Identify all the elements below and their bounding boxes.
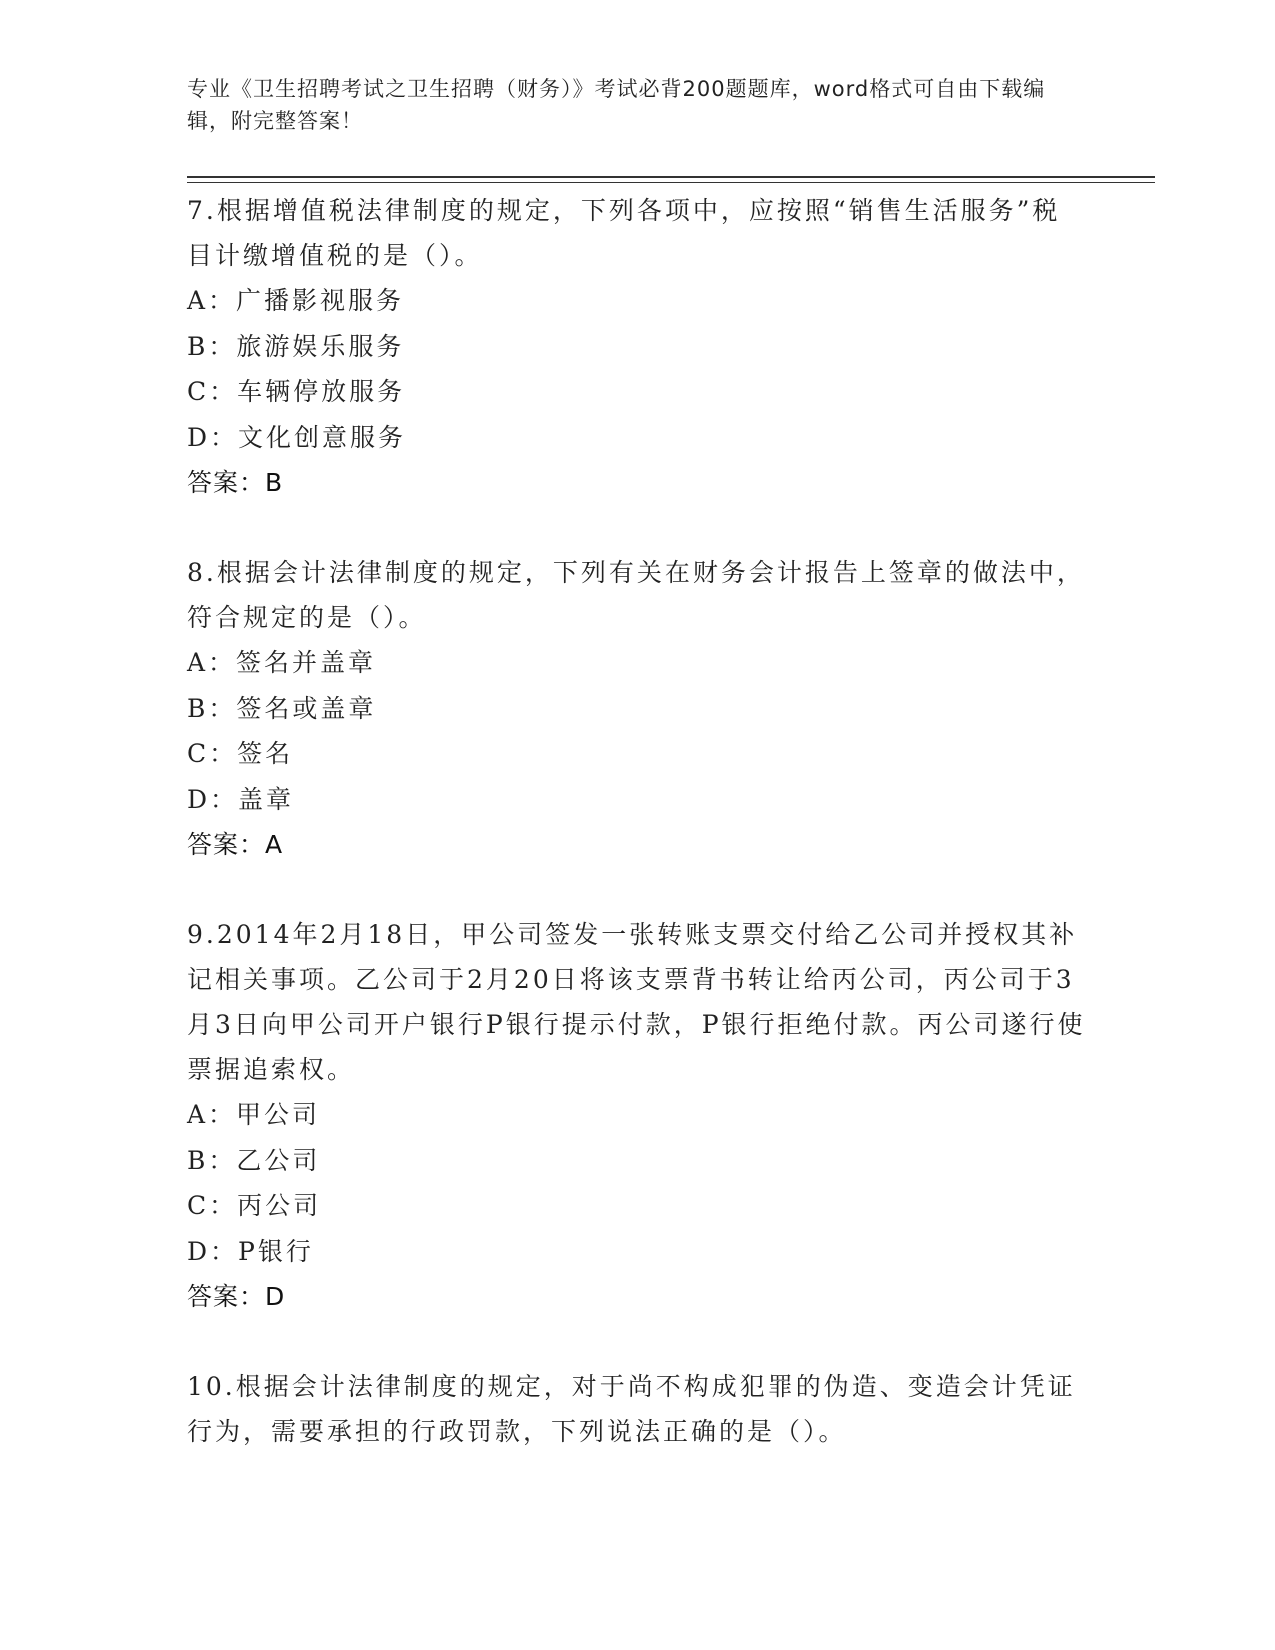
option-b: B：签名或盖章 — [187, 693, 377, 723]
header-divider-thick — [187, 176, 1155, 178]
answer-line: 答案：B — [187, 468, 284, 497]
option-a: A：广播影视服务 — [187, 286, 405, 315]
answer-line: 答案：D — [187, 1282, 286, 1311]
answer-line: 答案：A — [187, 830, 284, 859]
header-divider-thin — [187, 182, 1155, 183]
question-stem: 7.根据增值税法律制度的规定，下列各项中，应按照“销售生活服务”税目计缴增值税的是（）。 — [187, 196, 1061, 270]
option-c: C：车辆停放服务 — [187, 377, 406, 406]
question-spacer — [187, 867, 1087, 912]
question-spacer — [187, 1319, 1087, 1364]
question-8 — [187, 550, 1087, 867]
option-b: B：旅游娱乐服务 — [187, 331, 405, 361]
option-d: D：盖章 — [187, 784, 295, 814]
question-list — [187, 188, 1087, 1454]
option-d: D：文化创意服务 — [187, 422, 407, 452]
question-9 — [187, 912, 1087, 1319]
question-7 — [187, 188, 1087, 505]
question-stem: 8.根据会计法律制度的规定，下列有关在财务会计报告上签章的做法中，符合规定的是（）。 — [187, 558, 1085, 632]
question-stem: 10.根据会计法律制度的规定，对于尚不构成犯罪的伪造、变造会计凭证行为，需要承担的行政罚款，下列说法正确的是（）。 — [187, 1372, 1076, 1446]
option-c: C：丙公司 — [187, 1191, 322, 1220]
option-a: A：签名并盖章 — [187, 648, 377, 677]
option-a: A：甲公司 — [187, 1100, 321, 1129]
option-c: C：签名 — [187, 739, 294, 768]
document-header — [187, 73, 1067, 137]
option-d: D：P银行 — [187, 1236, 314, 1266]
option-b: B：乙公司 — [187, 1145, 321, 1175]
question-10 — [187, 1364, 1087, 1454]
header-text: 专业《卫生招聘考试之卫生招聘（财务）》考试必背200题题库，word格式可自由下载编辑，附完整答案！ — [187, 77, 1046, 133]
question-stem: 9.2014年2月18日，甲公司签发一张转账支票交付给乙公司并授权其补记相关事项。乙公司于2月20日将该支票背书转让给丙公司，丙公司于3月3日向甲公司开户银行P银行提示付款，P银行拒绝付款。丙公司遂行使票据追索权。 — [187, 920, 1086, 1084]
question-spacer — [187, 505, 1087, 550]
